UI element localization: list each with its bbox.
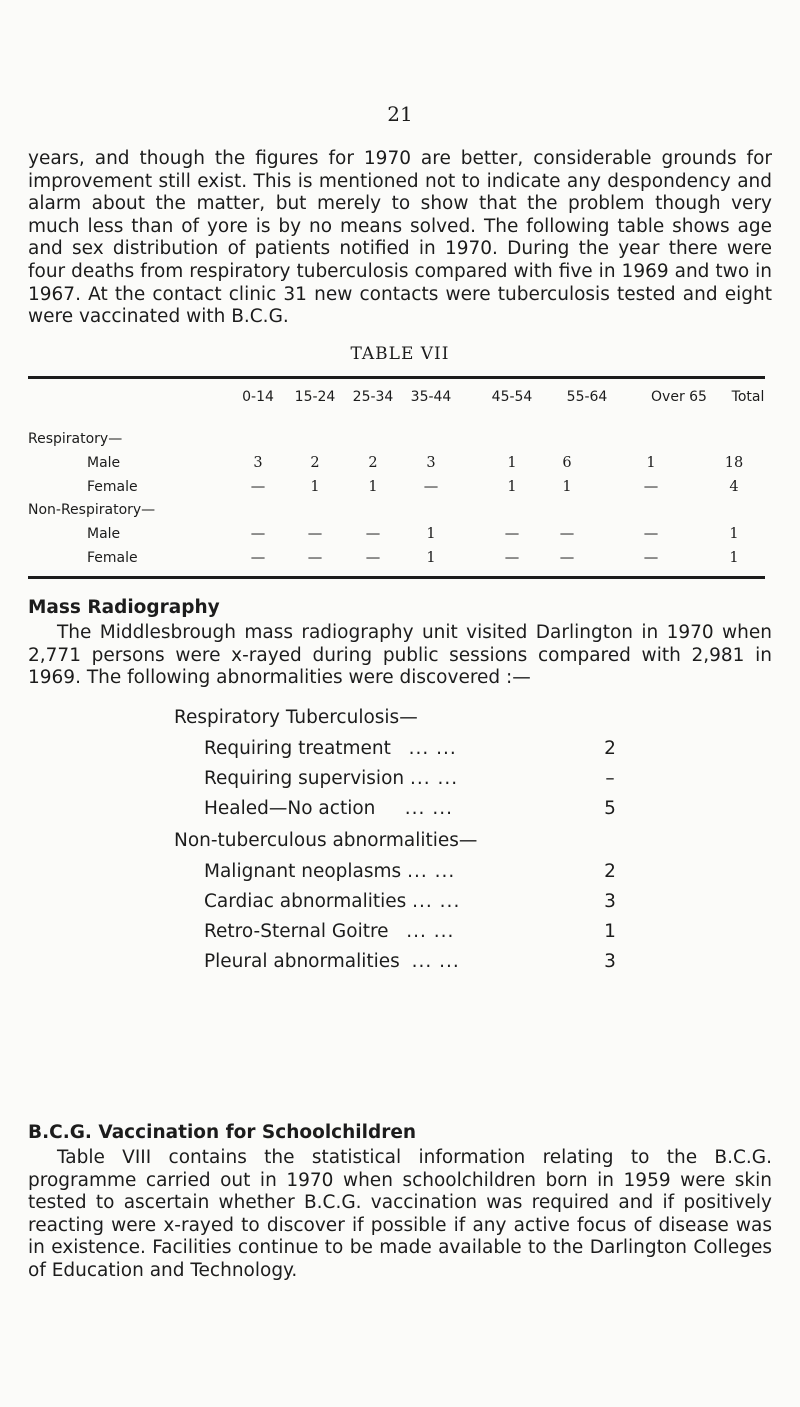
table-title: TABLE VII <box>350 344 450 364</box>
abnormality-item <box>204 768 458 789</box>
abnormality-label: Requiring treatment <box>204 738 391 759</box>
abnormality-label: Requiring supervision <box>204 768 405 789</box>
intro-paragraph: years, and though the figures for 1970 are better, considerable grounds for improvement still exist. This is mentioned not to indicate any despondency and alarm about the matter, but merely to show that the problem though very much less than of yore is by no means solved. The following table shows age and sex distribution of patients notified in 1970. During the year there were four deaths from respiratory tuberculosis compared with five in 1969 and two in 1967. At the contact clinic 31 new contacts were tuberculosis tested and eight were vaccinated with B.C.G. <box>28 148 772 328</box>
leader-dots: ... ... <box>408 738 457 759</box>
table-cell: — <box>250 550 266 566</box>
leader-dots: ... ... <box>406 921 455 942</box>
table-cell: 2 <box>368 455 378 471</box>
table-cell: 1 <box>426 526 436 542</box>
row-label: Female <box>87 479 138 495</box>
abnormality-count: 3 <box>604 951 616 972</box>
table-cell: 1 <box>507 479 517 495</box>
abnormality-label: Pleural abnormalities <box>204 951 400 972</box>
mass-radiography-paragraph: The Middlesbrough mass radiography unit visited Darlington in 1970 when 2,771 persons were x-rayed during public sessions compared with 2,981 in 1969. The following abnormalities were discovered :— <box>28 622 772 689</box>
abnormality-group-label: Non-tuberculous abnormalities— <box>174 830 478 851</box>
abnormality-count: 5 <box>604 798 616 819</box>
table-cell: — <box>423 479 439 495</box>
abnormality-count: – <box>605 768 615 789</box>
section-heading-bcg-vaccination: B.C.G. Vaccination for Schoolchildren <box>28 1122 417 1143</box>
table-cell: 3 <box>426 455 436 471</box>
abnormality-count: 2 <box>604 861 616 882</box>
table-cell: — <box>365 526 381 542</box>
abnormality-label: Retro-Sternal Goitre <box>204 921 389 942</box>
section-heading-mass-radiography: Mass Radiography <box>28 597 220 618</box>
column-header: 25-34 <box>352 389 394 405</box>
table-cell: 1 <box>729 526 739 542</box>
table-cell: — <box>307 550 323 566</box>
abnormality-item <box>204 861 455 882</box>
column-header: 15-24 <box>294 389 336 405</box>
column-header: 0-14 <box>242 389 274 405</box>
column-header: 45-54 <box>491 389 533 405</box>
table-cell: — <box>504 526 520 542</box>
abnormality-label: Healed—No action <box>204 798 376 819</box>
abnormality-item <box>204 951 460 972</box>
table-cell: — <box>504 550 520 566</box>
abnormality-item <box>204 921 454 942</box>
row-label: Female <box>87 550 138 566</box>
abnormality-count: 1 <box>604 921 616 942</box>
table-cell: 6 <box>562 455 572 471</box>
table-top-rule <box>28 376 765 379</box>
table-cell: 18 <box>724 455 744 471</box>
table-cell: — <box>643 526 659 542</box>
table-cell: 1 <box>562 479 572 495</box>
row-label: Male <box>87 526 121 542</box>
abnormality-label: Cardiac abnormalities <box>204 891 407 912</box>
column-header: Total <box>731 389 765 405</box>
table-cell: 2 <box>310 455 320 471</box>
table-cell: — <box>250 479 266 495</box>
row-label: Male <box>87 455 121 471</box>
table-cell: 1 <box>310 479 320 495</box>
leader-dots: ... ... <box>411 951 460 972</box>
column-header: 55-64 <box>566 389 608 405</box>
table-cell: — <box>250 526 266 542</box>
page-number: 21 <box>387 102 413 126</box>
column-header: Over 65 <box>651 389 707 405</box>
abnormality-group-label: Respiratory Tuberculosis— <box>174 707 418 728</box>
leader-dots: ... ... <box>410 768 459 789</box>
abnormality-count: 3 <box>604 891 616 912</box>
abnormality-count: 2 <box>604 738 616 759</box>
abnormality-item <box>204 891 460 912</box>
abnormality-item <box>204 798 453 819</box>
table-cell: — <box>365 550 381 566</box>
table-cell: 3 <box>253 455 263 471</box>
column-header: 35-44 <box>410 389 452 405</box>
table-cell: 1 <box>729 550 739 566</box>
table-cell: 4 <box>729 479 739 495</box>
table-cell: — <box>643 479 659 495</box>
table-cell: 1 <box>426 550 436 566</box>
bcg-paragraph: Table VIII contains the statistical information relating to the B.C.G. programme carried out in 1970 when schoolchildren born in 1959 were skin tested to ascertain whether B.C.G. vaccination was required and if positively reacting were x-rayed to discover if possible if any active focus of disease was in existence. Facilities continue to be made available to the Darlington Colleges of Education and Technology. <box>28 1147 772 1281</box>
table-group-label: Non-Respiratory— <box>28 502 156 518</box>
abnormality-label: Malignant neoplasms <box>204 861 402 882</box>
leader-dots: ... ... <box>407 861 456 882</box>
leader-dots: ... ... <box>412 891 461 912</box>
leader-dots: ... ... <box>404 798 453 819</box>
table-cell: — <box>559 526 575 542</box>
table-cell: — <box>643 550 659 566</box>
abnormality-item <box>204 738 457 759</box>
table-cell: — <box>307 526 323 542</box>
table-bottom-rule <box>28 576 765 579</box>
table-cell: 1 <box>368 479 378 495</box>
table-cell: 1 <box>507 455 517 471</box>
table-cell: 1 <box>646 455 656 471</box>
table-group-label: Respiratory— <box>28 431 123 447</box>
table-cell: — <box>559 550 575 566</box>
